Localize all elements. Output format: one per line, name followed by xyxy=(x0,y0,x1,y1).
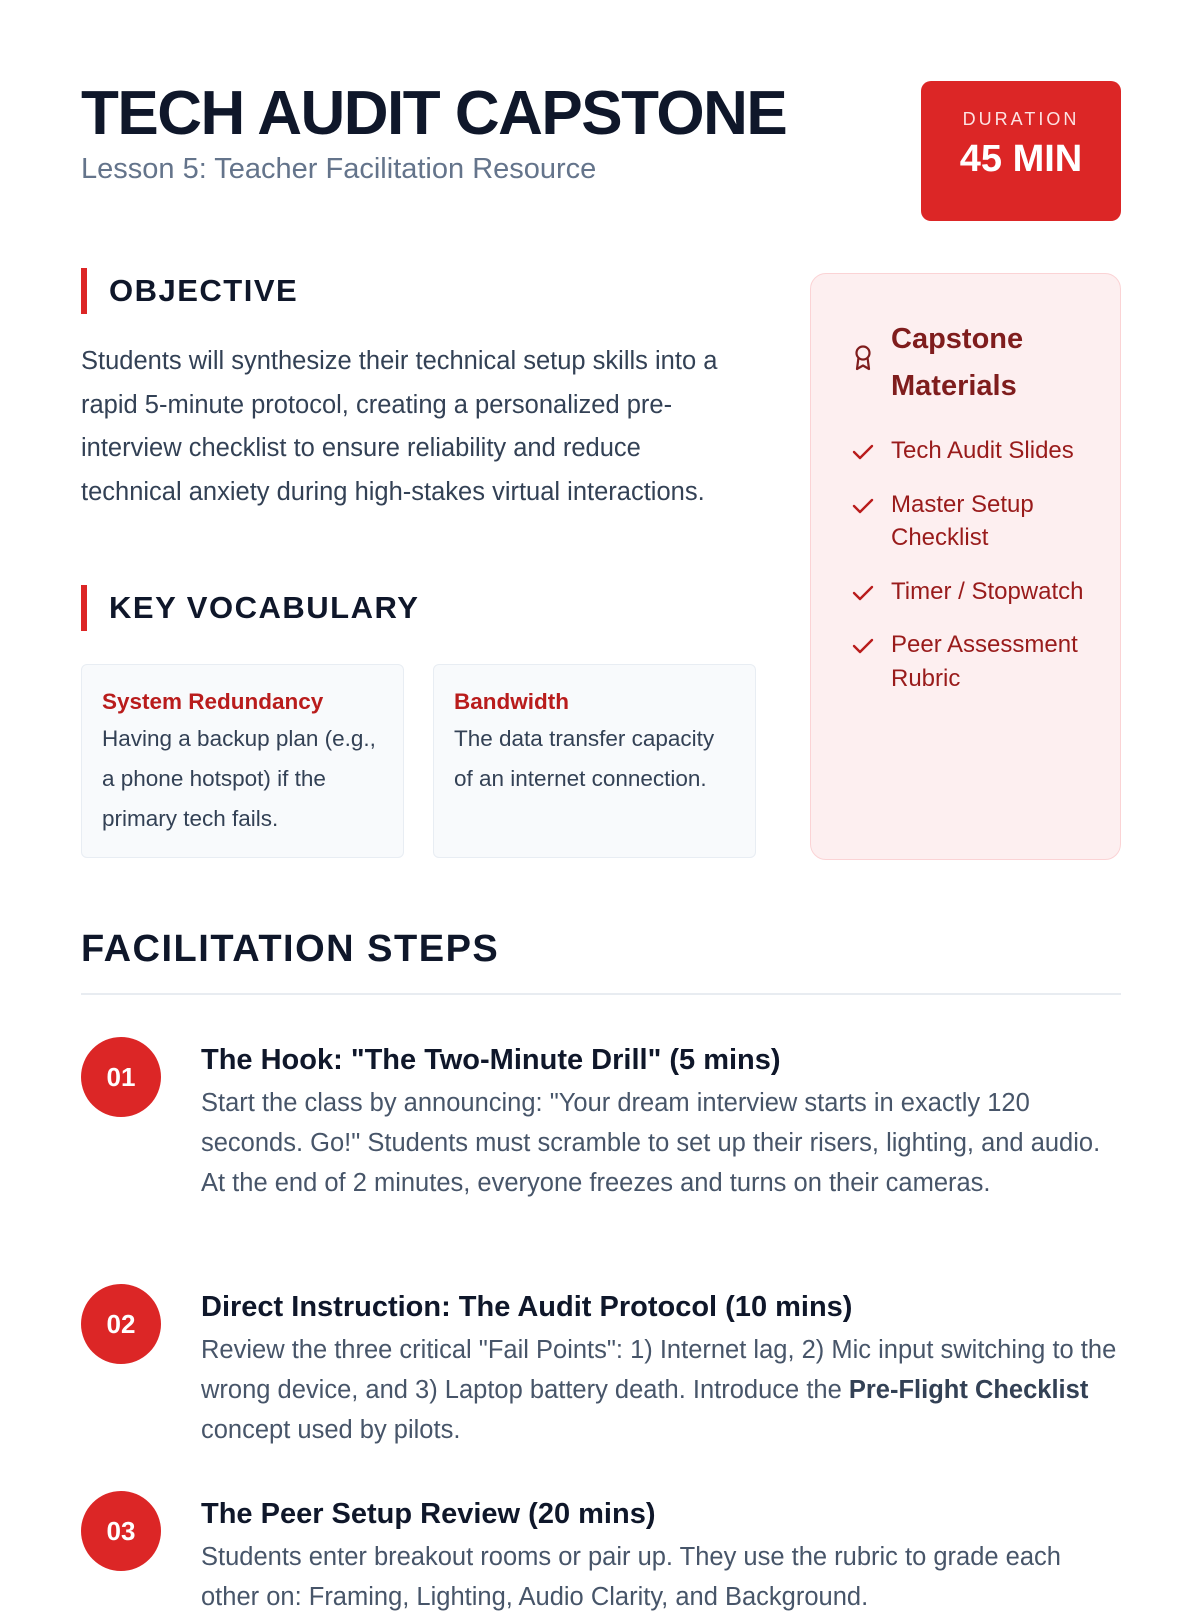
step-text: Start the class by announcing: "Your dream interview starts in exactly 120 seconds. Go!" Students must scramble to set up their risers, lighting, and audio. At the end of 2 minutes, everyone freezes and turns on their cameras. xyxy=(201,1089,1101,1197)
material-label: Master Setup Checklist xyxy=(891,490,1034,551)
check-icon xyxy=(851,496,875,516)
vocab-definition: The data transfer capacity of an internet connection. xyxy=(454,726,715,791)
heading-accent-bar xyxy=(81,268,87,314)
objective-heading-label: OBJECTIVE xyxy=(109,273,299,308)
step-text xyxy=(201,1330,1121,1450)
step-text-part: Review the three critical "Fail Points": 1) Internet lag, 2) Mic input switching to the wrong device, and 3) Laptop battery death. Introduce the xyxy=(201,1336,1117,1404)
page-subtitle: Lesson 5: Teacher Facilitation Resource xyxy=(81,153,597,185)
materials-title: Capstone Materials xyxy=(891,323,1024,402)
step-title: The Peer Setup Review (20 mins) xyxy=(201,1498,656,1530)
step-text: Students enter breakout rooms or pair up. They use the rubric to grade each other on: Framing, Lighting, Audio Clarity, and Background. xyxy=(201,1543,1061,1611)
duration-badge xyxy=(921,81,1121,221)
step-text-emphasis: Pre-Flight Checklist xyxy=(848,1376,1089,1404)
step-title: The Hook: "The Two-Minute Drill" (5 mins) xyxy=(201,1044,781,1076)
step-number-badge: 03 xyxy=(81,1491,161,1571)
material-label: Timer / Stopwatch xyxy=(891,577,1084,605)
material-item xyxy=(851,434,1101,468)
page-title: TECH AUDIT CAPSTONE xyxy=(81,79,787,148)
vocab-card xyxy=(81,664,404,858)
lesson-header xyxy=(81,78,1121,223)
materials-panel xyxy=(810,273,1121,860)
step-title: Direct Instruction: The Audit Protocol (10 mins) xyxy=(201,1291,853,1323)
objective-text: Students will synthesize their technical setup skills into a rapid 5-minute protocol, creating a personalized pre-interview checklist to ensure reliability and reduce technical anxiety during high-stakes virtual interactions. xyxy=(81,347,718,506)
vocab-card xyxy=(433,664,756,858)
vocab-term: System Redundancy xyxy=(102,689,324,714)
vocabulary-grid xyxy=(81,664,756,860)
vocab-definition: Having a backup plan (e.g., a phone hotspot) if the primary tech fails. xyxy=(102,726,376,831)
step-body xyxy=(201,1284,1121,1450)
step-body xyxy=(201,1037,1121,1203)
materials-list xyxy=(851,434,1101,715)
step-number-badge: 02 xyxy=(81,1284,161,1364)
objective-heading xyxy=(81,268,298,314)
duration-value: 45 MIN xyxy=(959,138,1083,180)
award-icon xyxy=(851,344,875,374)
material-label: Tech Audit Slides xyxy=(891,437,1074,464)
material-item xyxy=(851,575,1101,609)
material-label: Peer Assessment Rubric xyxy=(891,631,1078,692)
step-body xyxy=(201,1491,1121,1617)
check-icon xyxy=(851,442,875,462)
divider xyxy=(81,993,1121,995)
steps-heading: FACILITATION STEPS xyxy=(81,928,500,970)
step-text-part: concept used by pilots. xyxy=(201,1416,461,1444)
heading-accent-bar xyxy=(81,585,87,631)
vocabulary-heading xyxy=(81,585,419,631)
material-item xyxy=(851,488,1101,555)
check-icon xyxy=(851,636,875,656)
duration-label: DURATION xyxy=(962,109,1080,129)
vocabulary-heading-label: KEY VOCABULARY xyxy=(109,590,420,625)
vocab-term: Bandwidth xyxy=(454,689,569,714)
check-icon xyxy=(851,583,875,603)
material-item xyxy=(851,628,1101,695)
step-number-badge: 01 xyxy=(81,1037,161,1117)
